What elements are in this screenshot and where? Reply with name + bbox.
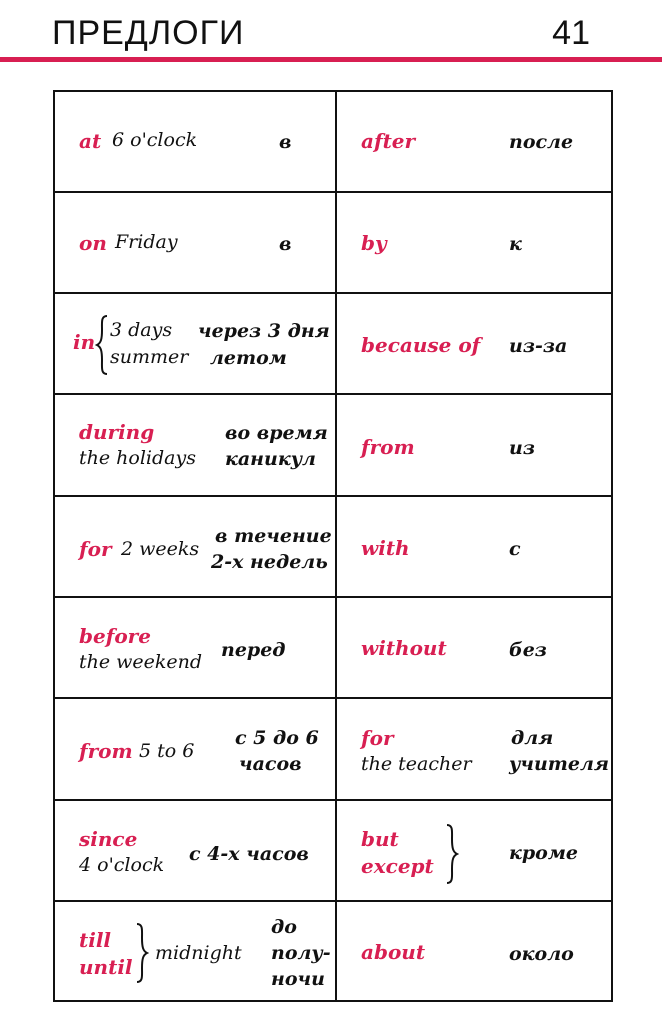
preposition: by [361,231,387,255]
preposition: except [361,854,434,878]
translation: в [279,131,292,153]
example: 3 days [110,319,173,341]
example: the teacher [361,753,472,775]
table-cell-right [337,395,617,496]
translation: в [279,233,292,255]
translation: через 3 дня [198,320,330,342]
translation: с 5 до 6 [235,727,319,749]
translation: полу- [271,942,331,964]
curly-brace-icon [135,922,149,984]
example: 6 o'clock [112,129,198,151]
table-cell-left [55,598,335,699]
translation: для [511,727,554,749]
translation: с 4-х часов [189,843,309,865]
table-cell-left [55,497,335,598]
example: 5 to 6 [139,740,195,762]
translation: во время [225,422,328,444]
translation: с [509,538,521,560]
table-cell-left [55,395,335,496]
translation: после [509,131,574,153]
example: 2 weeks [121,538,200,560]
prepositions-table [53,90,613,1002]
table-cell-right [337,598,617,699]
table-cell-left [55,902,335,1003]
curly-brace-icon [95,314,109,376]
table-cell-right [337,294,617,395]
example: 4 o'clock [79,854,165,876]
page-number: 41 [552,14,590,52]
preposition: in [73,330,96,354]
header-rule [0,57,662,62]
translation: каникул [225,448,316,470]
table-cell-left [55,193,335,294]
preposition: for [79,537,112,561]
preposition: but [361,827,399,851]
table-cell-right [337,92,617,193]
translation: ночи [271,968,325,990]
preposition: during [79,420,155,444]
translation: кроме [509,842,578,864]
translation: перед [221,639,286,661]
preposition: for [361,726,394,750]
example: Friday [115,231,178,253]
table-cell-left [55,699,335,800]
table-cell-left [55,801,335,902]
preposition: till [79,928,112,952]
curly-brace-icon [445,823,459,885]
translation: часов [239,753,302,775]
translation: 2-х недель [211,551,328,573]
example: midnight [155,942,242,964]
table-cell-left [55,92,335,193]
example: the weekend [79,651,203,673]
preposition: with [361,536,410,560]
preposition: until [79,955,133,979]
table-cell-right [337,902,617,1003]
table-cell-right [337,801,617,902]
example: the holidays [79,447,196,469]
preposition: on [79,231,107,255]
preposition: since [79,827,138,851]
preposition: after [361,129,416,153]
translation: летом [210,347,287,369]
translation: в течение [215,525,332,547]
table-cell-right [337,699,617,800]
preposition: because of [361,333,481,357]
table-cell-right [337,497,617,598]
translation: около [509,943,574,965]
preposition: about [361,940,426,964]
table-cell-left [55,294,335,395]
preposition: at [79,129,102,153]
example: summer [110,346,189,368]
translation: из-за [509,335,568,357]
preposition: before [79,624,151,648]
translation: до [271,916,297,938]
page-header [0,0,664,70]
table-cell-right [337,193,617,294]
preposition: from [79,739,133,763]
preposition: without [361,636,447,660]
preposition: from [361,435,415,459]
translation: к [509,233,522,255]
translation: из [509,437,535,459]
page-title: ПРЕДЛОГИ [52,14,245,52]
translation: учителя [509,753,609,775]
translation: без [509,639,547,661]
